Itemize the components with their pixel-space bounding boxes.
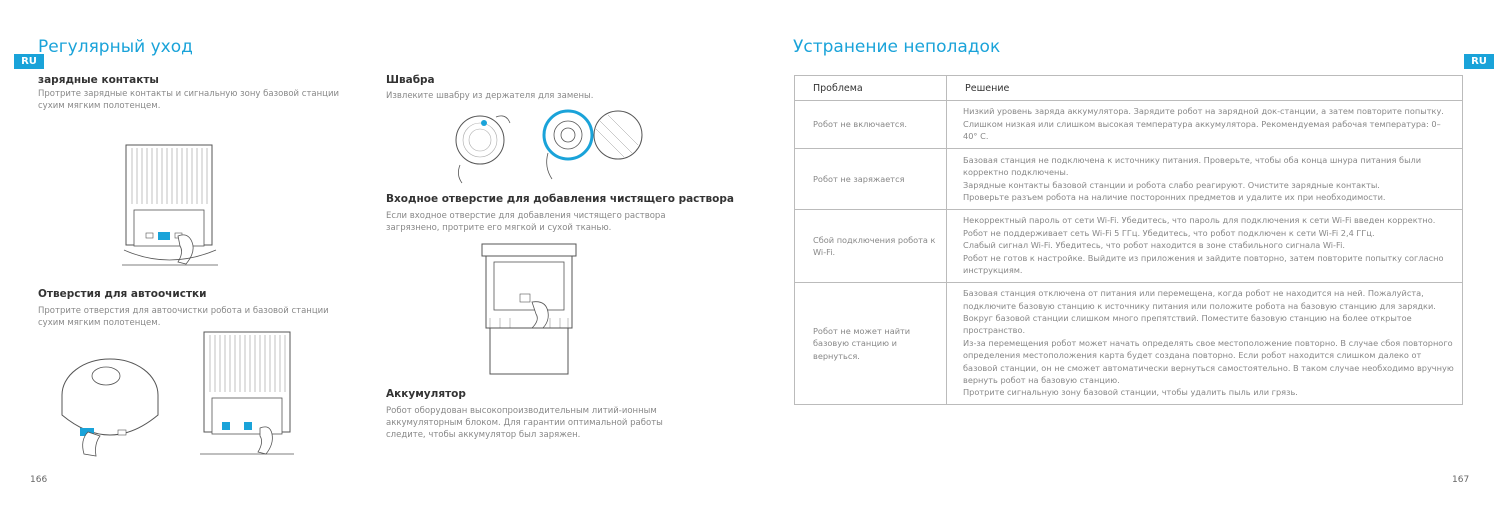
- solution-line: Некорректный пароль от сети Wi-Fi. Убедитесь, что пароль для подключения к сети Wi-Fi введен корректно.: [963, 215, 1436, 226]
- section-text-mop: Извлеките швабру из держателя для замены.: [386, 91, 594, 101]
- base-station-contacts-illustration: [120, 140, 220, 270]
- page-number-left: 166: [30, 475, 48, 485]
- troubleshooting-table: [794, 75, 1463, 405]
- solution-line: Базовая станция отключена от питания или перемещена, когда робот не находится на ней. Пожалуйста, подключите базовую станцию к источнику питания или положите робота на базовую станцию для зарядки.: [963, 288, 1436, 311]
- section-text-solution-inlet: Если входное отверстие для добавления чистящего раствора загрязнено, протрите его мягкой и сухой тканью.: [386, 211, 666, 233]
- solution-line: Протрите сигнальную зону базовой станции, чтобы удалить пыль или грязь.: [963, 387, 1298, 398]
- base-station-openings-illustration: [200, 330, 296, 460]
- problem-cell: Робот не включается.: [795, 101, 947, 149]
- language-badge-left: RU: [14, 54, 44, 69]
- solution-line: Вокруг базовой станции слишком много препятствий. Поместите базовую станцию на более открытое пространство.: [963, 312, 1412, 336]
- table-row: [795, 210, 1463, 283]
- solution-line: Слишком низкая или слишком высокая температура аккумулятора. Рекомендуемая рабочая температура: 0–40° C.: [963, 118, 1441, 142]
- table-header-row: [795, 76, 1463, 101]
- problem-cell: Робот не заряжается: [795, 149, 947, 210]
- section-heading-charging-contacts: зарядные контакты: [38, 74, 159, 86]
- solution-cell: [947, 149, 1463, 210]
- solution-line: Робот не готов к настройке. Выйдите из приложения и зайдите повторно, затем повторите попытку согласно инструкциям.: [963, 252, 1444, 276]
- solution-cell: [947, 283, 1463, 405]
- page-title-right: Устранение неполадок: [793, 37, 1001, 57]
- problem-cell: Робот не может найти базовую станцию и вернуться.: [795, 283, 947, 405]
- section-heading-mop: Швабра: [386, 74, 435, 86]
- section-heading-battery: Аккумулятор: [386, 388, 466, 400]
- solution-inlet-illustration: [480, 240, 580, 382]
- solution-line: Базовая станция не подключена к источнику питания. Проверьте, чтобы оба конца шнура питания были корректно подключены.: [963, 154, 1422, 178]
- table-row: [795, 283, 1463, 405]
- solution-line: Из-за перемещения робот может начать определять свое местоположение повторно. В случае сбоя повторного определения местоположения карта будет создана повторно. Если робот находится слишком далеко от базовой станции, он не сможет автоматически вернуться самостоятельно. В таком случае необходимо вручную вернуть робот на базовую станцию.: [963, 337, 1454, 386]
- section-text-self-cleaning: Протрите отверстия для автоочистки робота и базовой станции сухим мягким полотенцем.: [38, 306, 329, 328]
- page-number-right: 167: [1452, 475, 1470, 485]
- column-header-solution: Решение: [947, 76, 1463, 101]
- solution-line: Робот не поддерживает сеть Wi-Fi 5 ГГц. Убедитесь, что робот подключен к сети Wi-Fi 2,4 ГГц.: [963, 227, 1375, 238]
- mop-removal-illustration: [448, 105, 648, 185]
- column-header-problem: Проблема: [795, 76, 947, 101]
- table-row: [795, 101, 1463, 149]
- section-text-charging-contacts: Протрите зарядные контакты и сигнальную зону базовой станции сухим мягким полотенцем.: [38, 89, 339, 111]
- section-heading-solution-inlet: Входное отверстие для добавления чистящего раствора: [386, 193, 734, 205]
- solution-line: Низкий уровень заряда аккумулятора. Зарядите робот на зарядной док-станции, а затем повторите попытку.: [963, 106, 1444, 117]
- solution-cell: [947, 210, 1463, 283]
- solution-line: Слабый сигнал Wi-Fi. Убедитесь, что робот находится в зоне стабильного сигнала Wi-Fi.: [963, 240, 1345, 251]
- robot-vacuum-illustration: [58, 350, 168, 462]
- solution-line: Проверьте разъем робота на наличие посторонних предметов и удалите их при необходимости.: [963, 191, 1386, 202]
- language-badge-right: RU: [1464, 54, 1494, 69]
- problem-cell: Сбой подключения робота к Wi-Fi.: [795, 210, 947, 283]
- section-heading-self-cleaning: Отверстия для автоочистки: [38, 288, 207, 300]
- section-text-battery: Робот оборудован высокопроизводительным литий-ионным аккумуляторным блоком. Для гарантии оптимальной работы следите, чтобы аккумулятор был заряжен.: [386, 406, 663, 440]
- solution-line: Зарядные контакты базовой станции и робота слабо реагируют. Очистите зарядные контакты.: [963, 179, 1380, 190]
- solution-cell: [947, 101, 1463, 149]
- page-title-left: Регулярный уход: [38, 37, 193, 57]
- table-row: [795, 149, 1463, 210]
